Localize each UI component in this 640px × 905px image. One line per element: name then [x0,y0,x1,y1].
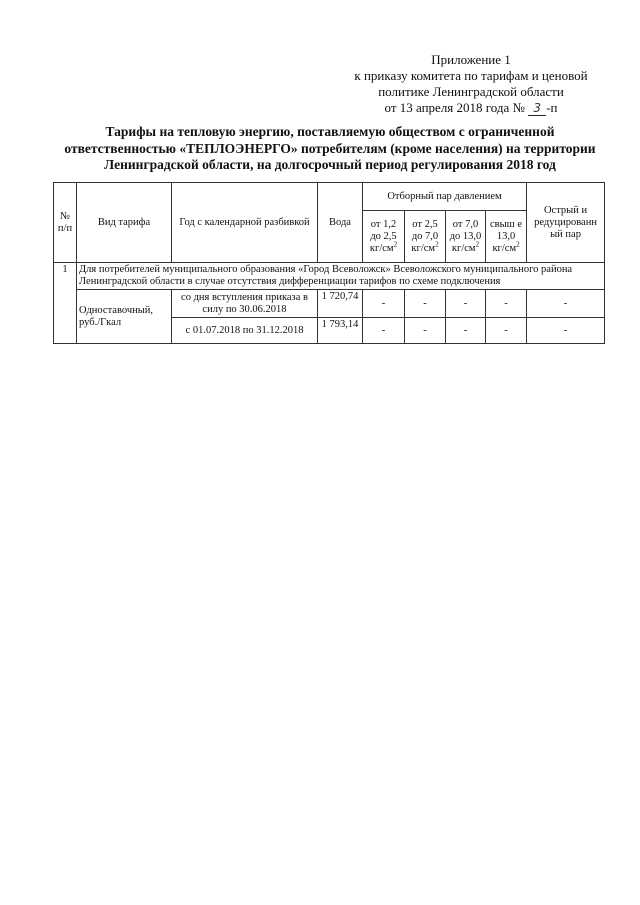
header-steam-3 [446,211,486,263]
header-sharp-steam: Острый и редуцированн ый пар [527,183,605,263]
steam-2-range: от 2,5 до 7,0 [411,218,439,242]
steam-4-value: - [486,318,527,344]
group-number: 1 [54,263,77,344]
unit-label: кг/см [451,242,476,254]
document-title [60,124,600,174]
title-line-2: ответственностью «ТЕПЛОЭНЕРГО» потребителям (кроме населения) на территории [64,140,596,156]
header-steam-group: Отборный пар давлением [363,183,527,211]
header-steam-4 [486,211,527,263]
steam-3-value: - [446,290,486,318]
appendix-line-3: политике Ленинградской области [378,84,564,99]
order-number-handwritten: 3 [528,102,546,116]
water-value: 1 720,74 [318,290,363,318]
header-year: Год с календарной разбивкой [172,183,318,263]
unit-exponent: 2 [516,240,520,248]
steam-4-value: - [486,290,527,318]
period-cell: с 01.07.2018 по 31.12.2018 [172,318,318,344]
unit-exponent: 2 [393,240,398,248]
title-line-1: Тарифы на тепловую энергию, поставляемую обществом с ограниченной [105,124,555,139]
steam-1-range: от 1,2 до 2,5 [370,218,397,242]
tariff-type-label: Одноставочный, руб./Гкал [77,290,172,344]
order-suffix: -п [546,100,558,115]
header-water: Вода [318,183,363,263]
steam-1-value: - [363,318,405,344]
table-row [54,290,605,318]
header-steam-1 [363,211,405,263]
steam-4-range: свыш е 13,0 [490,218,523,242]
tariff-table [53,182,605,344]
unit-label: кг/см [492,242,517,254]
group-description: Для потребителей муниципального образования «Город Всеволожск» Всеволожского муниципального района Ленинградской области в случае отсутствия дифференциации тарифов по схеме подключения [77,263,605,290]
water-value: 1 793,14 [318,318,363,344]
appendix-line-4 [340,100,602,116]
steam-2-unit [411,240,439,254]
steam-3-range: от 7,0 до 13,0 [449,218,482,242]
header-tariff-type: Вид тарифа [77,183,172,263]
steam-1-unit [369,240,398,254]
header-row-1 [54,183,605,211]
steam-3-value: - [446,318,486,344]
steam-1-value: - [363,290,405,318]
steam-3-unit [451,240,480,254]
unit-exponent: 2 [435,240,439,248]
header-num: № п/п [54,183,77,263]
steam-2-value: - [405,290,446,318]
unit-label: кг/см [369,242,394,254]
appendix-line-1: Приложение 1 [431,52,511,67]
group-row [54,263,605,290]
period-cell: со дня вступления приказа в силу по 30.06.2018 [172,290,318,318]
appendix-header [340,52,602,116]
sharp-steam-value: - [527,290,605,318]
sharp-steam-value: - [527,318,605,344]
unit-exponent: 2 [475,240,480,248]
appendix-line-2: к приказу комитета по тарифам и ценовой [354,68,588,83]
steam-4-unit [492,240,520,254]
steam-2-value: - [405,318,446,344]
title-line-3: Ленинградской области, на долгосрочный период регулирования 2018 год [104,157,556,172]
order-date: от 13 апреля 2018 года № [384,100,525,115]
unit-label: кг/см [411,242,436,254]
header-steam-2 [405,211,446,263]
